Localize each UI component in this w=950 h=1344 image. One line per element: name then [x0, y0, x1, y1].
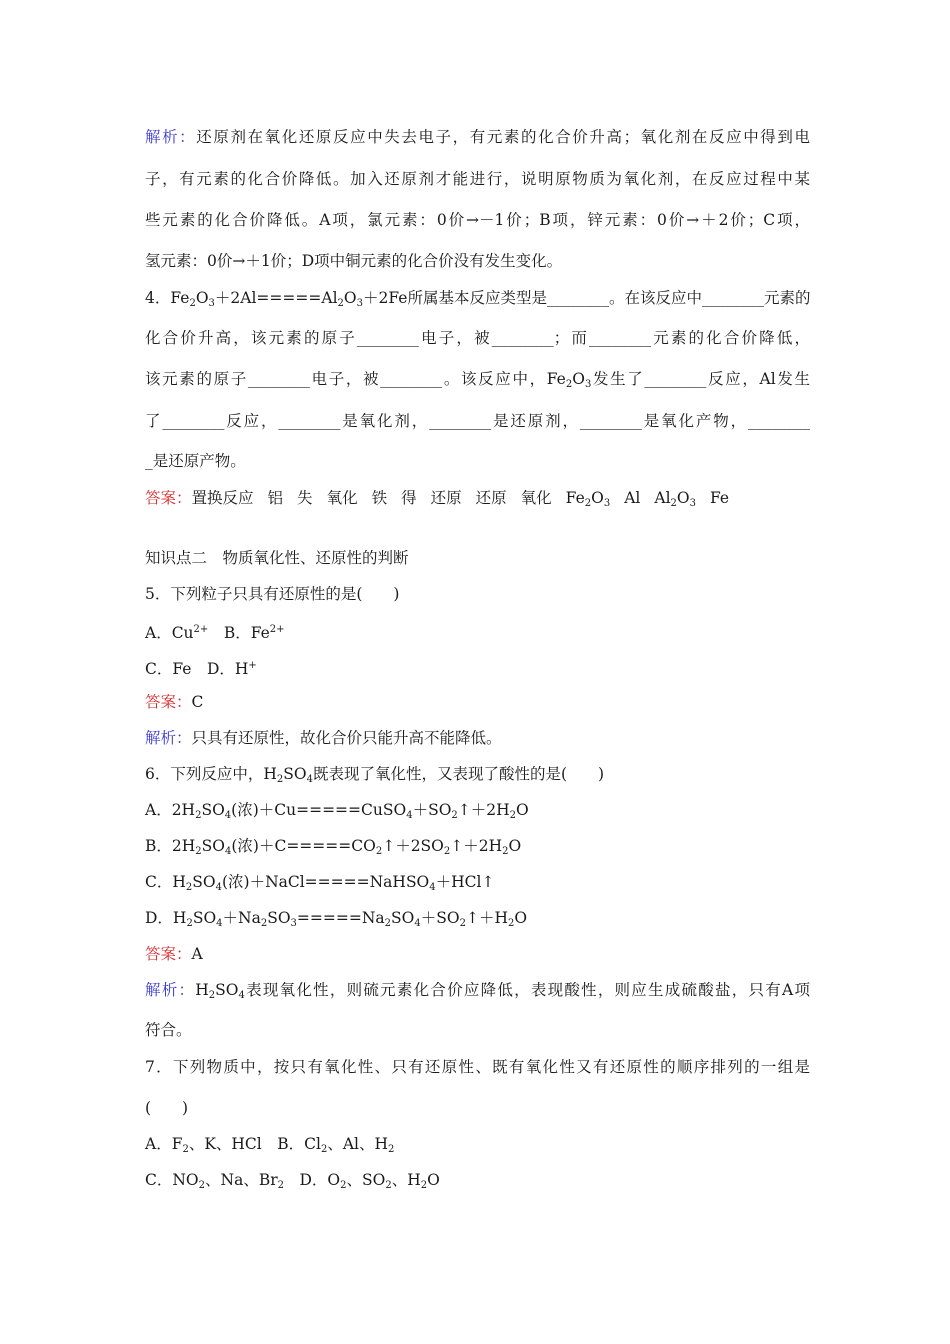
- q7-stem: 7．下列物质中，按只有氧化性、只有还原性、既有氧化性又有还原性的顺序排列的一组是: [145, 1058, 810, 1076]
- q4-line-5: _是还原产物。: [145, 452, 246, 470]
- answer-label: 答案：: [145, 489, 192, 507]
- q6-option-c: C．$H_2SO_4$(浓)＋NaCl=====NaHSO$_4$＋HCl↑: [145, 873, 495, 893]
- q5-analysis: 解析：只具有还原性，故化合价只能升高不能降低。: [145, 729, 502, 747]
- q5-options-ab: A．$Cu^{2+}$ B．$Fe^{2+}$: [145, 624, 285, 642]
- q7-options-ab: A．$F_2$、K、HCl B．$Cl_2$、Al、$H_2$: [145, 1135, 395, 1155]
- analysis-line-4: 氢元素：0价→＋1价；D项中铜元素的化合价没有发生变化。: [145, 252, 563, 270]
- analysis-text: 还原剂在氧化还原反应中失去电子，有元素的化合价升高；氧化剂在反应中得到电: [196, 128, 810, 146]
- q4-line-1: 4．$Fe_2O_3+2Al=====Al_2O_3+2Fe$所属基本反应类型是________。在该反应中________元素的: [145, 289, 811, 309]
- q4-answer: 答案：置换反应 铝 失 氧化 铁 得 还原 还原 氧化 $Fe_2O_3$ Al $Al_2O_3$ Fe: [145, 489, 730, 509]
- q4-line-3: 该元素的原子________电子，被________。该反应中，$Fe_2O_3$发生了________反应，Al发生: [145, 370, 810, 390]
- analysis-label: 解析：: [145, 981, 196, 999]
- answer-label: 答案：: [145, 693, 192, 711]
- q6-option-b: B．$2H_2SO_4$(浓)$+C=====CO_2↑+2SO_2↑+2H_2O$: [145, 837, 522, 857]
- analysis-line-1: [145, 127, 810, 147]
- q5-options-cd: C．Fe D．H+: [145, 660, 257, 678]
- q6-stem: 6．下列反应中，$H_2SO_4$既表现了氧化性，又表现了酸性的是( ): [145, 765, 605, 785]
- q4-line-4: 了________反应，________是氧化剂，________是还原剂，________是氧化产物，________: [145, 412, 810, 430]
- q6-option-d: D．$H_2SO_4+Na_2SO_3=====Na_2SO_4+SO_2↑+H_2O$: [145, 909, 528, 929]
- analysis-line-2: 子，有元素的化合价降低。加入还原剂才能进行，说明原物质为氧化剂，在反应过程中某: [145, 170, 810, 188]
- q5-answer: 答案：C: [145, 693, 204, 711]
- analysis-label: 解析：: [145, 729, 192, 747]
- analysis-line-3: 些元素的化合价降低。A项，氯元素：0价→－1价；B项，锌元素：0价→＋2价；C项，: [145, 211, 810, 229]
- q6-answer: 答案：A: [145, 945, 203, 963]
- q5-stem: 5．下列粒子只具有还原性的是( ): [145, 585, 400, 603]
- q4-line-2: 化合价升高，该元素的原子________电子，被________；而________元素的化合价降低，: [145, 329, 810, 347]
- q6-option-a: A．$2H_2SO_4$(浓)$+Cu=====CuSO_4+SO_2↑+2H_2O$: [145, 801, 529, 821]
- q7-options-cd: C．$NO_2$、Na、$Br_2$ D．$O_2$、$SO_2$、$H_2O$: [145, 1171, 440, 1191]
- q7-stem-cont: ( ): [145, 1099, 189, 1117]
- q6-analysis-cont: 符合。: [145, 1021, 192, 1039]
- q6-analysis: 解析：$H_2SO_4$表现氧化性，则硫元素化合价应降低，表现酸性，则应生成硫酸盐，只有A项: [145, 981, 810, 1001]
- analysis-label: 解析：: [145, 128, 197, 146]
- answer-label: 答案：: [145, 945, 192, 963]
- section-title: 知识点二 物质氧化性、还原性的判断: [145, 549, 409, 567]
